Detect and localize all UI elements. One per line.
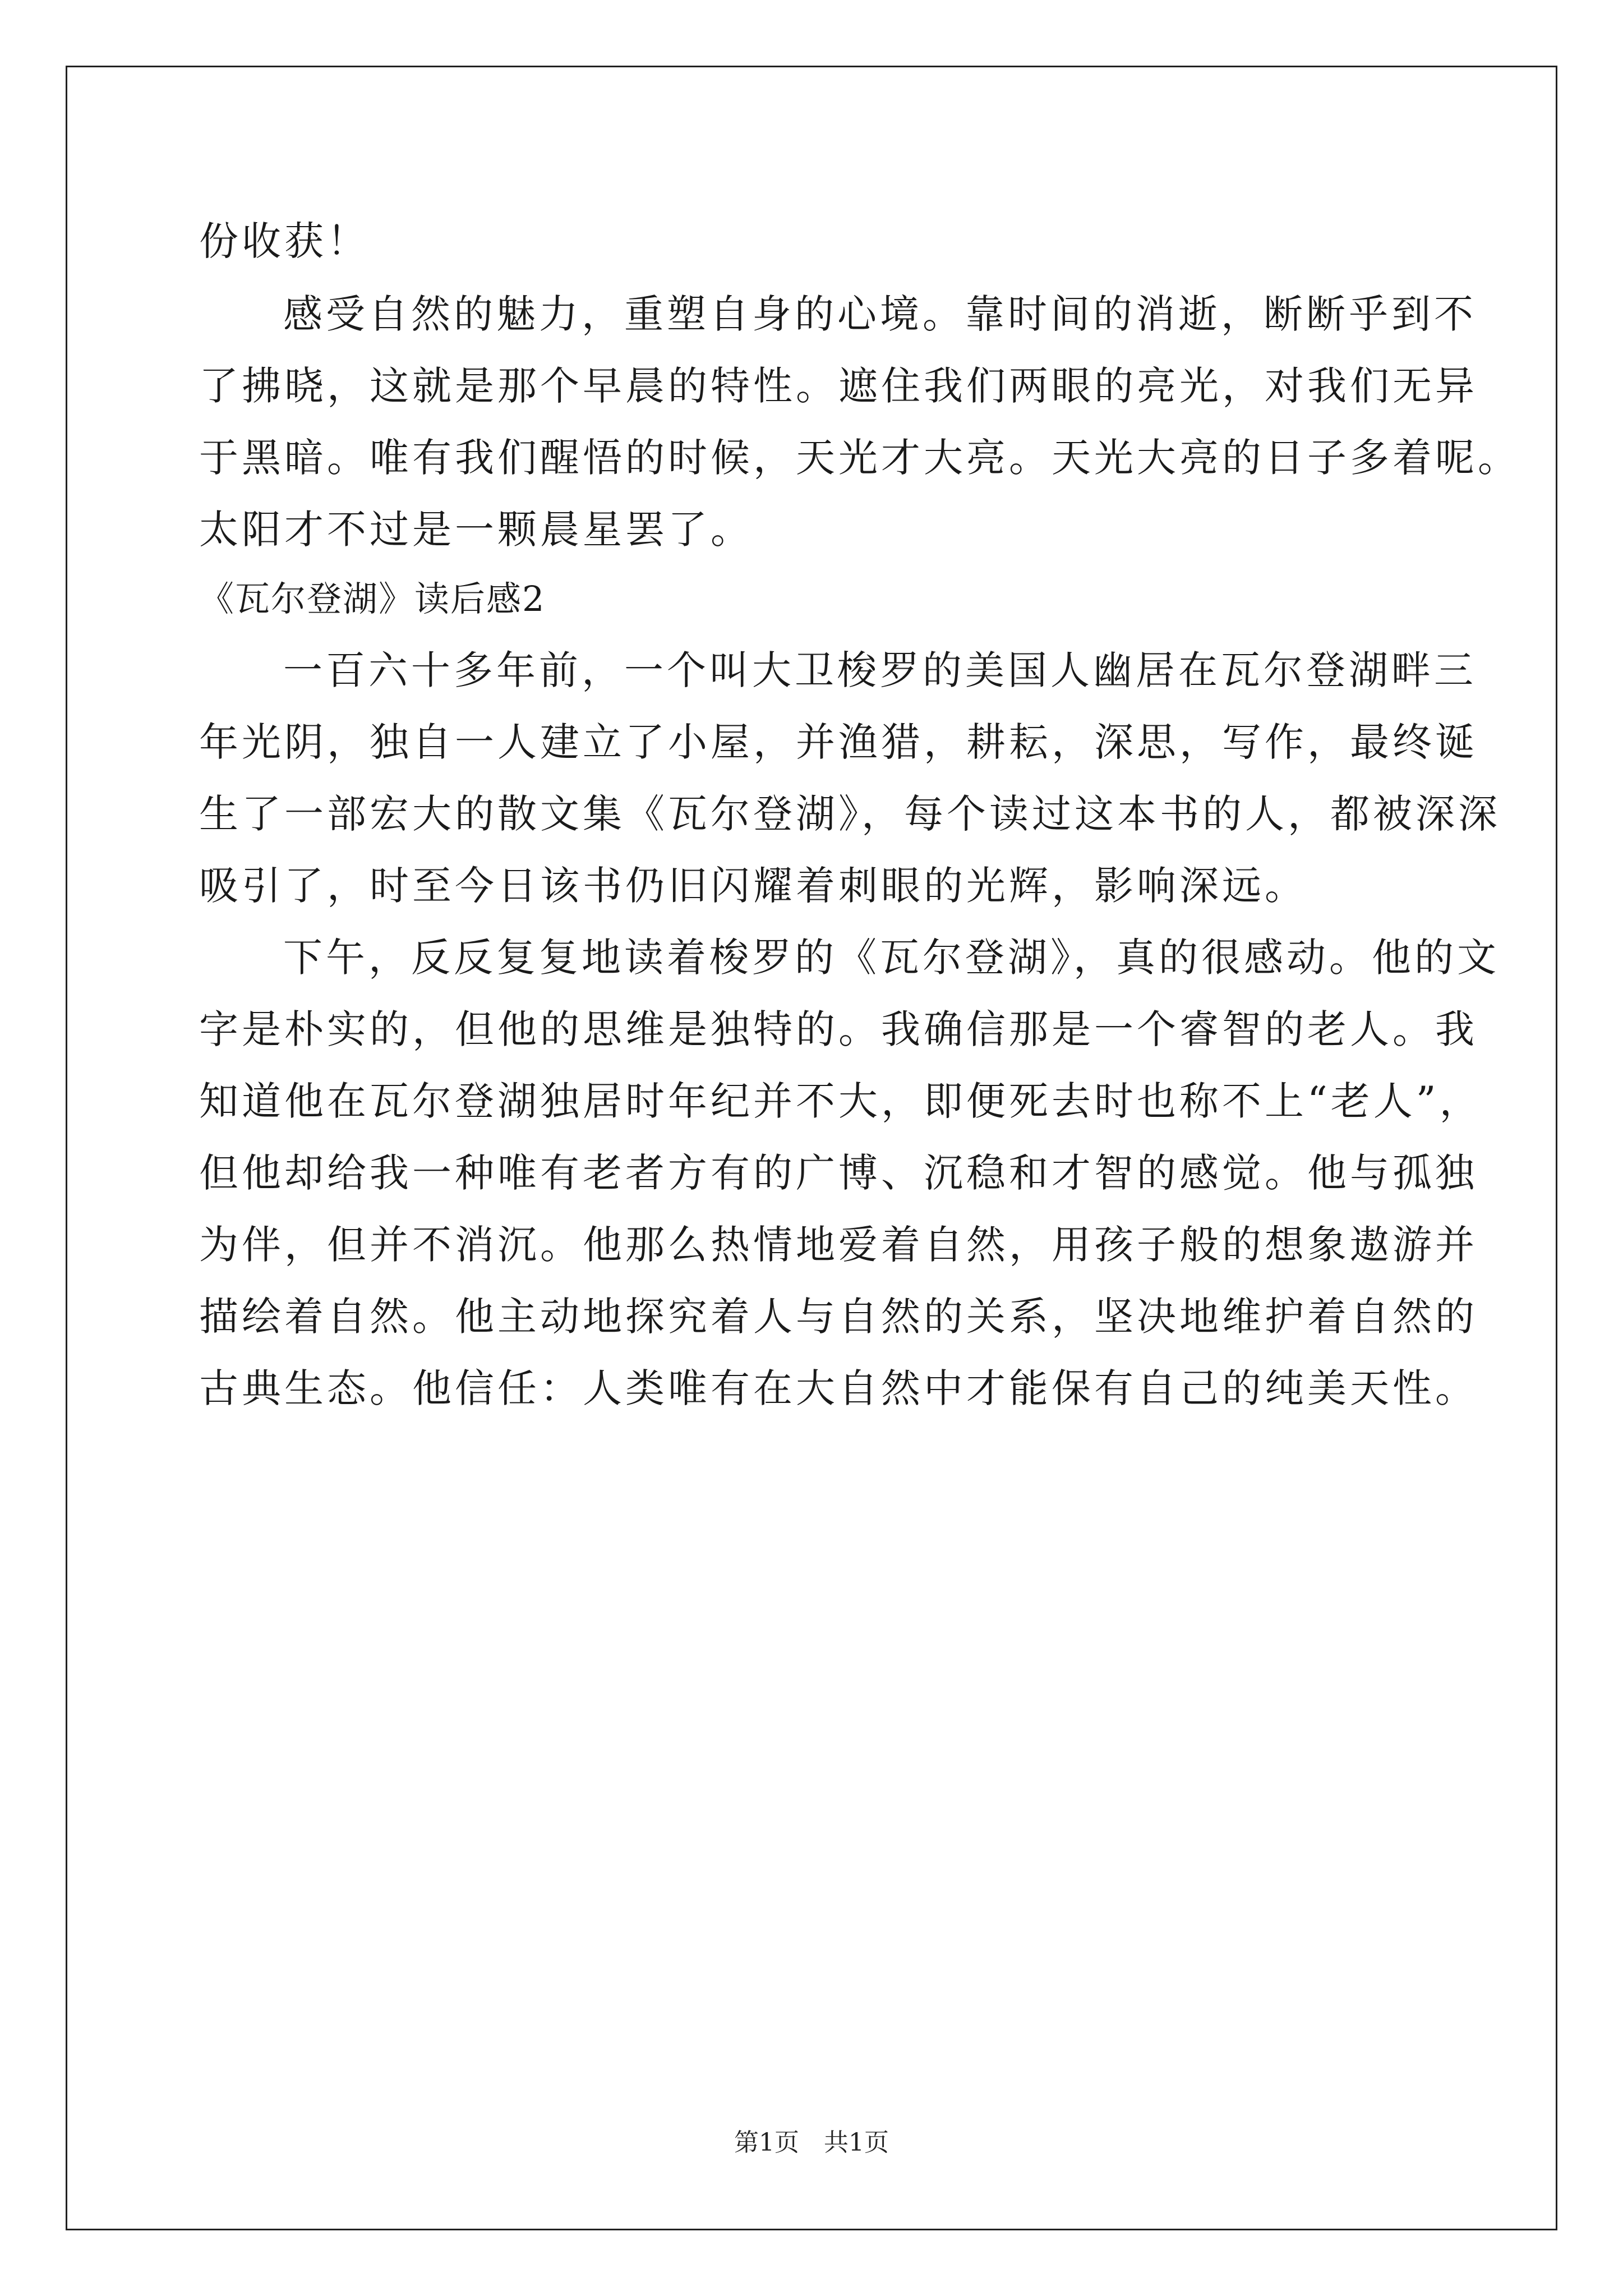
section-heading: 《瓦尔登湖》读后感2	[199, 578, 546, 619]
text-line: 太阳才不过是一颗晨星罢了。	[199, 507, 753, 553]
paragraph-first-line: 下午，反反复复地读着梭罗的《瓦尔登湖》，真的很感动。他的文	[283, 935, 1500, 981]
paragraph-first-line: 感受自然的魅力，重塑自身的心境。靠时间的消逝，断断乎到不	[283, 291, 1477, 337]
text-line: 字是朴实的，但他的思维是独特的。我确信那是一个睿智的老人。我	[199, 1006, 1478, 1052]
text-line: 知道他在瓦尔登湖独居时年纪并不大，即便死去时也称不上“老人”，	[199, 1078, 1482, 1124]
text-line: 年光阴，独自一人建立了小屋，并渔猎，耕耘，深思，写作，最终诞	[199, 719, 1478, 765]
text-line: 古典生态。他信任：人类唯有在大自然中才能保有自己的纯美天性。	[199, 1365, 1478, 1411]
text-line: 生了一部宏大的散文集《瓦尔登湖》，每个读过这本书的人，都被深深	[199, 791, 1501, 837]
text-line: 吸引了，时至今日该书仍旧闪耀着刺眼的光辉，影响深远。	[199, 863, 1307, 909]
paragraph-first-line: 一百六十多年前，一个叫大卫梭罗的美国人幽居在瓦尔登湖畔三	[283, 647, 1477, 693]
text-line: 但他却给我一种唯有老者方有的广博、沉稳和才智的感觉。他与孤独	[199, 1150, 1478, 1196]
text-line: 为伴，但并不消沉。他那么热情地爱着自然，用孩子般的想象遨游并	[199, 1222, 1478, 1268]
text-line: 份收获！	[199, 218, 370, 264]
text-line: 了拂晓，这就是那个早晨的特性。遮住我们两眼的亮光，对我们无异	[199, 363, 1478, 409]
text-line: 于黑暗。唯有我们醒悟的时候，天光才大亮。天光大亮的日子多着呢。	[199, 435, 1520, 481]
page-footer: 第1页 共1页	[734, 2128, 889, 2157]
text-line: 描绘着自然。他主动地探究着人与自然的关系，坚决地维护着自然的	[199, 1294, 1478, 1340]
